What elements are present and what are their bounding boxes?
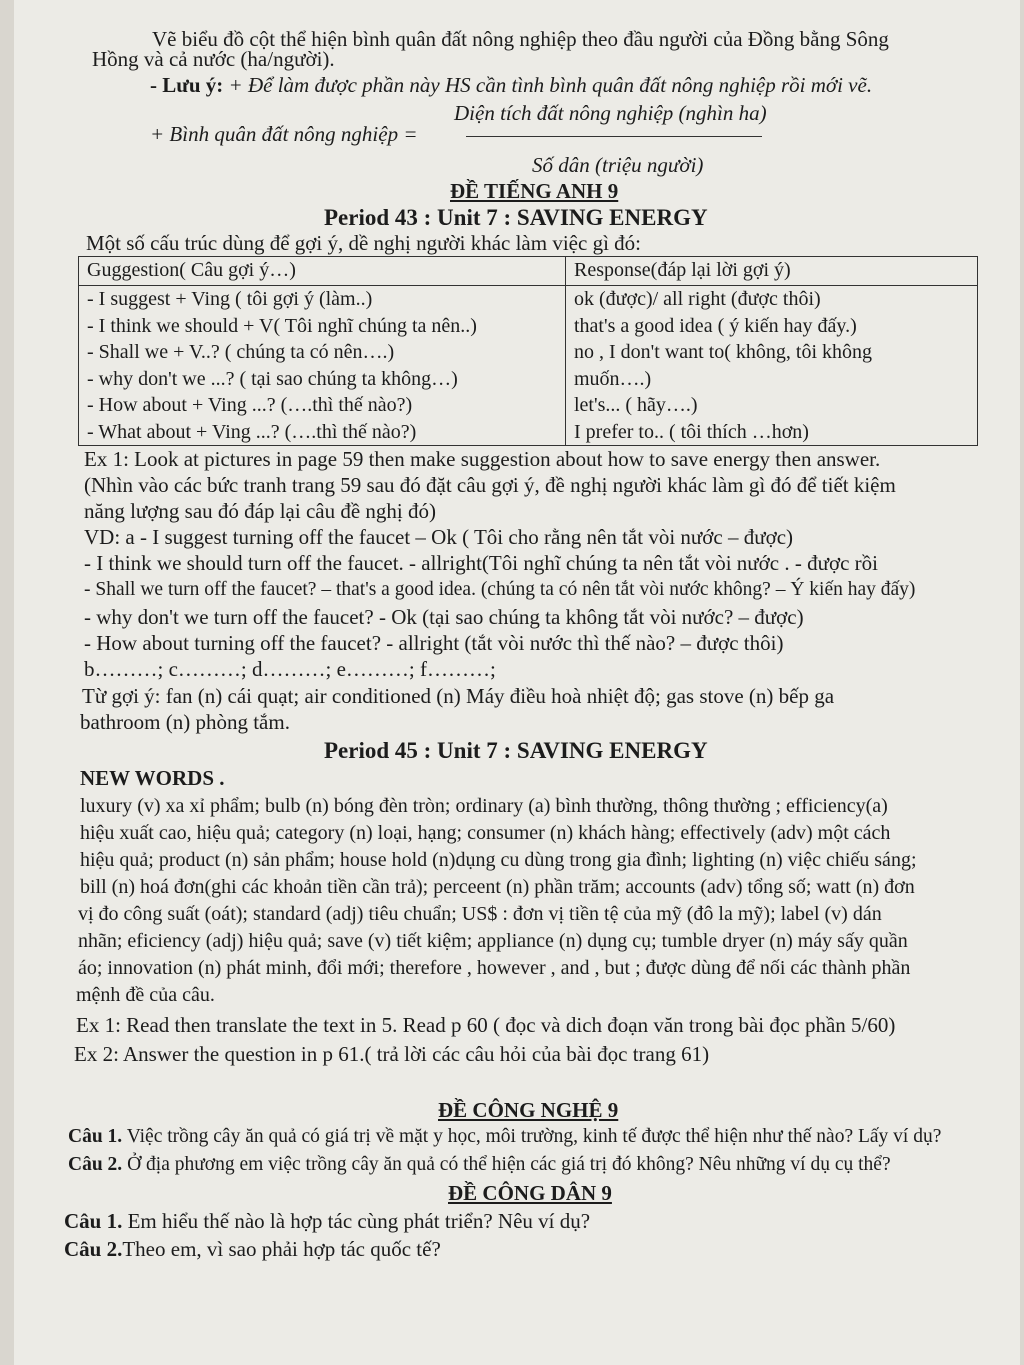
- suggestion-item: - I suggest + Ving ( tôi gợi ý (làm..): [87, 288, 373, 310]
- suggestion-table: [78, 256, 978, 446]
- tech-question-2: [68, 1152, 891, 1178]
- suggestion-cell: [79, 286, 566, 446]
- table-row: [79, 286, 978, 446]
- new-words-line: luxury (v) xa xỉ phẩm; bulb (n) bóng đèn tròn; ordinary (a) bình thường, thông thường ; efficiency(a): [80, 795, 888, 817]
- period-43-heading: Period 43 : Unit 7 : SAVING ENERGY: [324, 205, 708, 230]
- new-words-line: hiệu xuất cao, hiệu quả; category (n) loại, hạng; consumer (n) khách hàng; effectively (adv) một cách: [80, 822, 891, 844]
- english-title: ĐỀ TIẾNG ANH 9: [450, 179, 619, 203]
- response-cell: [566, 286, 978, 446]
- question-label: Câu 1.: [64, 1209, 123, 1233]
- civic-question-2: [64, 1236, 441, 1262]
- question-text: Ở địa phương em việc trồng cây ăn quả có thể hiện các giá trị đó không? Nêu những ví dụ cụ thể?: [122, 1154, 891, 1175]
- ex1-line: Ex 1: Look at pictures in page 59 then make suggestion about how to save energy then answer.: [84, 447, 881, 471]
- period-45-heading: Period 45 : Unit 7 : SAVING ENERGY: [324, 738, 708, 763]
- geo-line-1: Vẽ biểu đồ cột thể hiện bình quân đất nông nghiệp theo đầu người của Đồng bằng Sông: [152, 27, 889, 51]
- suggestion-item: - why don't we ...? ( tại sao chúng ta không…): [87, 367, 458, 390]
- suggestion-item: - I think we should + V( Tôi nghĩ chúng ta nên..): [87, 314, 477, 337]
- question-label: Câu 1.: [68, 1126, 123, 1147]
- question-label: Câu 2.: [68, 1154, 123, 1175]
- ex1-line: - I think we should turn off the faucet. - allright(Tôi nghĩ chúng ta nên tắt vòi nước . - được rồi: [84, 551, 878, 575]
- ex-read: Ex 1: Read then translate the text in 5. Read p 60 ( đọc và dich đoạn văn trong bài đọc phần 5/60): [76, 1013, 896, 1037]
- table-header-row: [79, 257, 978, 286]
- note-text: + Để làm được phần này HS cần tình bình quân đất nông nghiệp rồi mới vẽ.: [223, 73, 873, 97]
- ex1-hint: Từ gợi ý: fan (n) cái quạt; air conditioned (n) Máy điều hoà nhiệt độ; gas stove (n) bếp ga: [82, 684, 835, 708]
- geo-line-2: Hồng và cả nước (ha/người).: [92, 47, 335, 71]
- response-item: muốn….): [574, 367, 652, 390]
- geo-note: [150, 72, 872, 98]
- response-item: no , I don't want to( không, tôi không: [574, 341, 873, 363]
- ex1-line: năng lượng sau đó đáp lại câu đề nghị đó): [84, 499, 436, 523]
- header-response: Response(đáp lại lời gợi ý): [566, 257, 978, 286]
- ex1-line: - How about turning off the faucet? - allright (tắt vòi nước thì thế nào? – được thôi): [84, 631, 784, 655]
- new-words-line: mệnh đề của câu.: [76, 984, 215, 1006]
- formula-numerator: Diện tích đất nông nghiệp (nghìn ha): [454, 101, 767, 125]
- formula-label: + Bình quân đất nông nghiệp =: [150, 122, 418, 146]
- new-words-line: áo; innovation (n) phát minh, đổi mới; therefore , however , and , but ; được dùng để nối các thành phần: [78, 957, 911, 979]
- question-label: Câu 2.: [64, 1237, 123, 1261]
- question-text: Việc trồng cây ăn quả có giá trị về mặt y học, môi trường, kinh tế được thể hiện như thế nào? Lấy ví dụ?: [122, 1126, 942, 1147]
- technology-title: ĐỀ CÔNG NGHỆ 9: [438, 1098, 619, 1122]
- new-words-line: hiệu quả; product (n) sản phẩm; house hold (n)dụng cu dùng trong gia đình; lighting (n) việc chiếu sáng;: [80, 849, 917, 871]
- ex1-line: (Nhìn vào các bức tranh trang 59 sau đó đặt câu gợi ý, đề nghị người khác làm gì đó để tiết kiệm: [84, 473, 896, 497]
- civic-title: ĐỀ CÔNG DÂN 9: [448, 1181, 612, 1205]
- response-item: let's... ( hãy….): [574, 394, 698, 416]
- question-text: Em hiểu thế nào là hợp tác cùng phát triển? Nêu ví dụ?: [122, 1209, 591, 1233]
- suggestion-item: - What about + Ving ...? (….thì thế nào?): [87, 420, 417, 443]
- ex1-hint: bathroom (n) phòng tắm.: [80, 710, 290, 734]
- ex1-blanks: b………; c………; d………; e………; f………;: [84, 657, 496, 681]
- ex-answer: Ex 2: Answer the question in p 61.( trả lời các câu hỏi của bài đọc trang 61): [74, 1042, 710, 1066]
- new-words-line: vị đo công suất (oát); standard (adj) tiêu chuẩn; US$ : đơn vị tiền tệ của mỹ (đô la mỹ); label (v) dán: [78, 903, 882, 925]
- new-words-line: bill (n) hoá đơn(ghi các khoản tiền cần trả); perceent (n) phần trăm; accounts (adv) tổng số; watt (n) đơn: [80, 876, 915, 898]
- suggestion-intro: Một số cấu trúc dùng để gợi ý, dề nghị người khác làm việc gì đó:: [86, 231, 641, 255]
- tech-question-1: [68, 1124, 941, 1150]
- suggestion-item: - How about + Ving ...? (….thì thế nào?): [87, 394, 413, 416]
- suggestion-item: - Shall we + V..? ( chúng ta có nên….): [87, 341, 395, 363]
- ex1-line: - Shall we turn off the faucet? – that's a good idea. (chúng ta có nên tắt vòi nước không? – Ý kiến hay đấy): [84, 579, 916, 600]
- formula-denominator: Số dân (triệu người): [532, 153, 704, 177]
- question-text: Theo em, vì sao phải hợp tác quốc tế?: [122, 1237, 441, 1261]
- fraction-bar: [466, 136, 762, 137]
- ex1-line: - why don't we turn off the faucet? - Ok (tại sao chúng ta không tắt vòi nước? – được): [84, 605, 804, 629]
- ex1-line: VD: a - I suggest turning off the faucet – Ok ( Tôi cho rằng nên tắt vòi nước – được): [84, 525, 794, 549]
- civic-question-1: [64, 1208, 590, 1234]
- header-suggestion: Guggestion( Câu gợi ý…): [79, 257, 566, 286]
- response-item: I prefer to.. ( tôi thích …hơn): [574, 420, 809, 443]
- new-words-title: NEW WORDS .: [80, 766, 225, 790]
- response-item: that's a good idea ( ý kiến hay đấy.): [574, 314, 857, 337]
- response-item: ok (được)/ all right (được thôi): [574, 288, 821, 310]
- note-label: - Lưu ý:: [150, 73, 224, 97]
- new-words-line: nhãn; eficiency (adj) hiệu quả; save (v) tiết kiệm; appliance (n) dụng cụ; tumble dryer (n) máy sấy quần: [78, 930, 908, 952]
